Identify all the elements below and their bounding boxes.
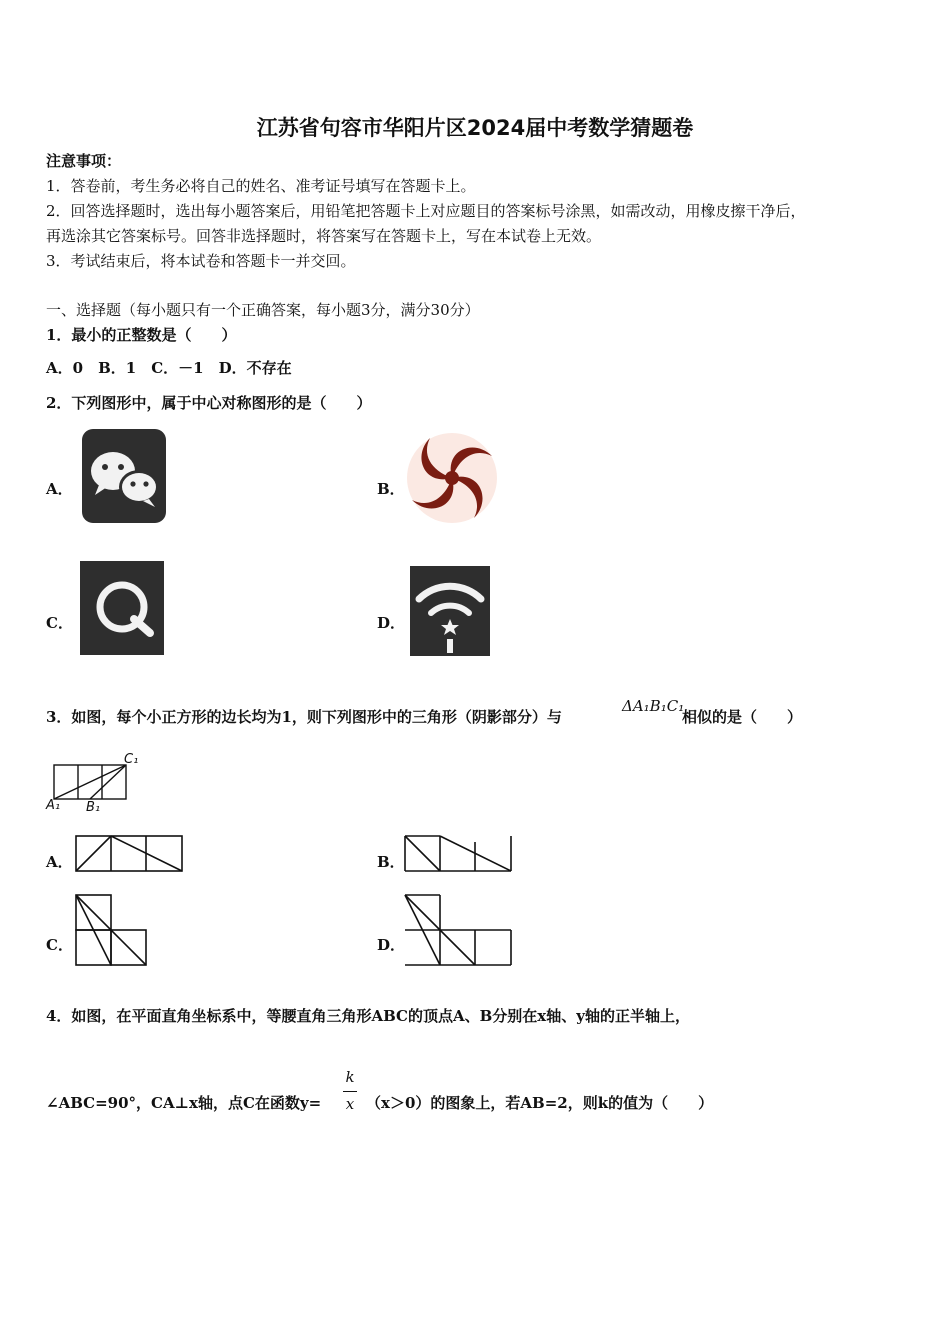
q4-fraction-numerator: k: [345, 1068, 355, 1086]
note-1: 1．答卷前，考生务必将自己的姓名、准考证号填写在答题卡上。: [46, 177, 476, 195]
note-3: 3．考试结束后，将本试卷和答题卡一并交回。: [46, 252, 356, 270]
q1-stem: 1．最小的正整数是（ ）: [46, 326, 237, 344]
q4-fraction-denominator: x: [345, 1095, 355, 1113]
q3-option-d-figure: [403, 891, 515, 967]
q2-stem: 2．下列图形中，属于中心对称图形的是（ ）: [46, 394, 372, 412]
q3-label-a: A．: [46, 853, 73, 871]
q3-label-d: D．: [377, 936, 406, 954]
q2-label-d: D．: [377, 614, 406, 632]
q4-line1: 4．如图，在平面直角坐标系中，等腰直角三角形ABC的顶点A、B分别在x轴、y轴的正半轴上，: [46, 1007, 690, 1025]
q2-label-c: C．: [46, 614, 73, 632]
q1-options: A．0 B．1 C．－1 D．不存在: [46, 359, 292, 377]
q3-label-c: C．: [46, 936, 73, 954]
q3-label-b1: B₁: [86, 800, 101, 815]
q3-stem-part1: 3．如图，每个小正方形的边长均为1，则下列图形中的三角形（阴影部分）与: [46, 708, 562, 726]
note-2-line1: 2．回答选择题时，选出每小题答案后，用铅笔把答题卡上对应题目的答案标号涂黑，如需改动，用橡皮擦干净后，: [46, 202, 806, 220]
q3-label-b: B．: [377, 853, 405, 871]
q4-line2-part2: （x＞0）的图象上，若AB=2，则k的值为（ ）: [366, 1094, 714, 1112]
q3-option-c-figure: [74, 893, 150, 967]
section-heading: 一、选择题（每小题只有一个正确答案，每小题3分，满分30分）: [46, 301, 480, 319]
wifi-star-icon: [407, 563, 493, 659]
wechat-icon: [79, 427, 171, 527]
q3-label-c1: C₁: [124, 752, 139, 767]
q3-label-a1: A₁: [46, 798, 61, 813]
q3-triangle-symbol: ΔA₁B₁C₁: [622, 697, 685, 715]
page-title: 江苏省句容市华阳片区2024届中考数学猜题卷: [256, 116, 694, 140]
search-q-icon: [76, 557, 170, 659]
q2-label-a: A．: [46, 480, 73, 498]
notes-heading: 注意事项：: [46, 152, 122, 170]
q2-label-b: B．: [377, 480, 405, 498]
q4-line2-part1: ∠ABC=90°，CA⊥x轴，点C在函数y=: [46, 1094, 322, 1112]
phoenix-logo-icon: [404, 430, 500, 526]
q3-option-a-figure: [74, 834, 186, 874]
q3-option-b-figure: [403, 834, 515, 874]
q3-stem-part2: 相似的是（ ）: [682, 708, 803, 726]
note-2-line2: 再选涂其它答案标号。回答非选择题时，将答案写在答题卡上，写在本试卷上无效。: [46, 227, 602, 245]
q4-fraction-bar: [343, 1091, 357, 1092]
